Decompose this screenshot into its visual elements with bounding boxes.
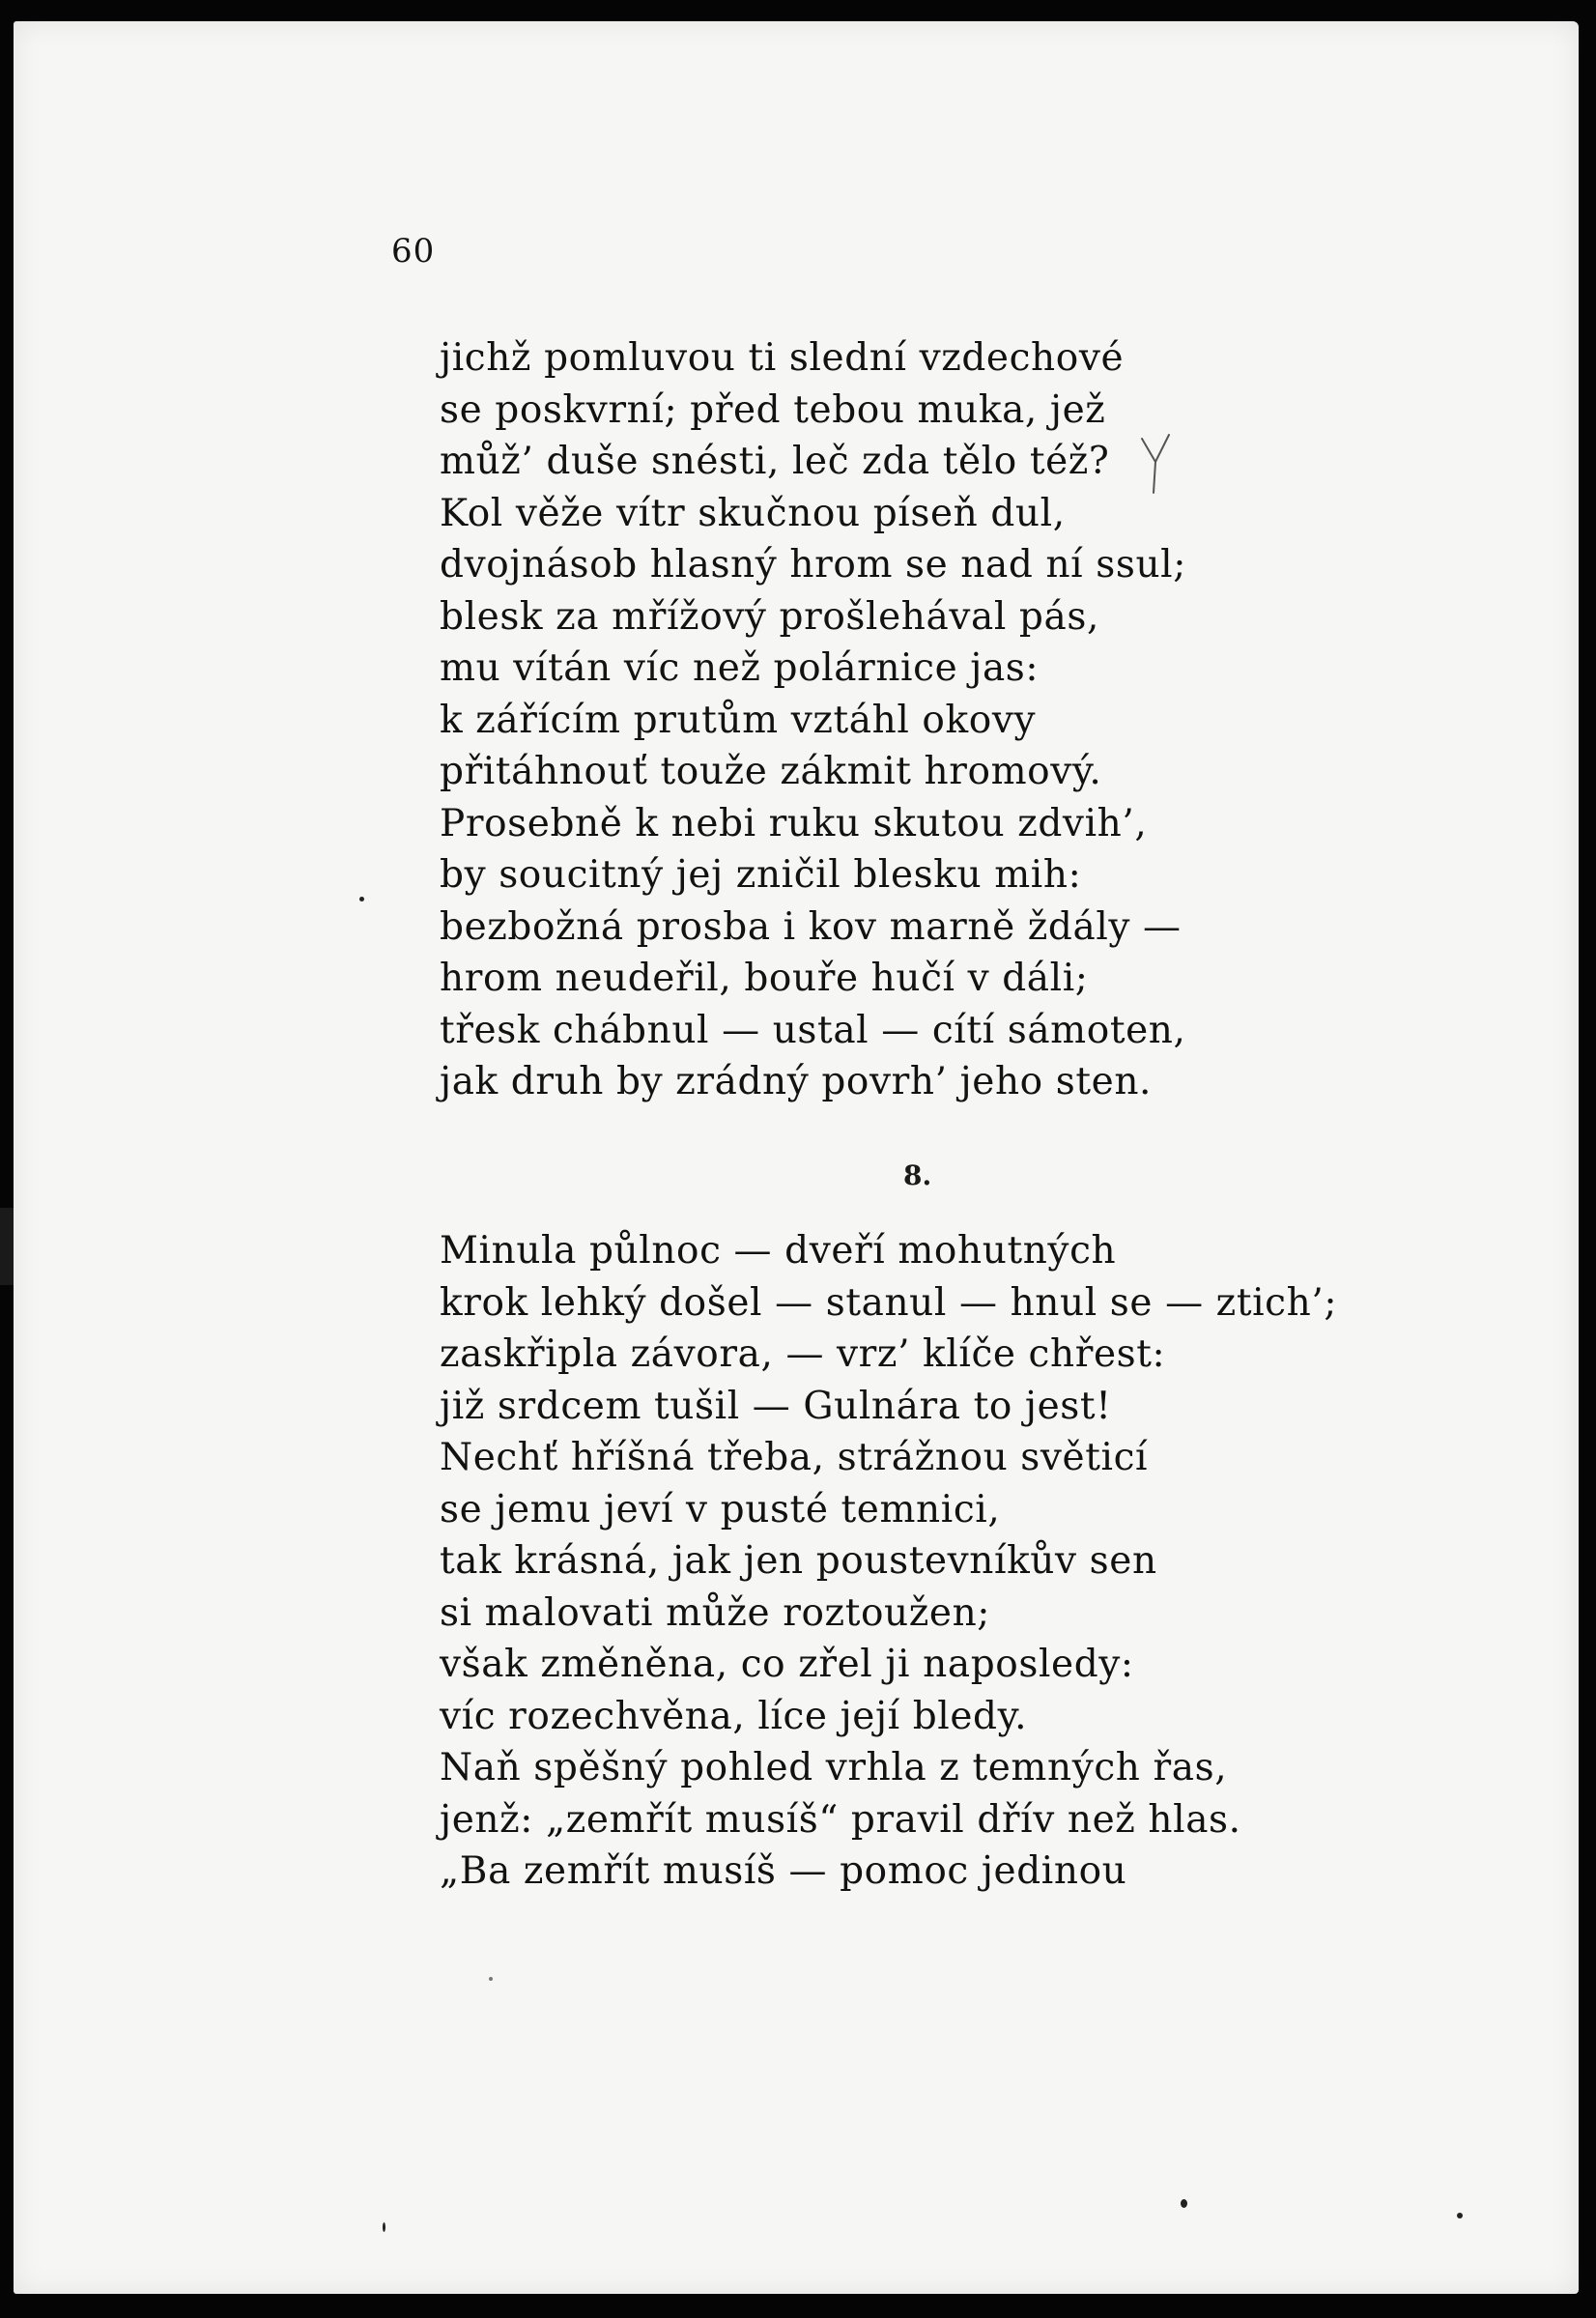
verse-line: hrom neudeřil, bouře hučí v dáli; xyxy=(440,957,1089,1000)
verse-line: jenž: „zemřít musíš“ pravil dřív než hlas. xyxy=(440,1797,1241,1842)
verse-line: zaskřipla závora, — vrz’ klíče chřest: xyxy=(440,1332,1166,1376)
verse-line: k zářícím prutům vztáhl okovy xyxy=(440,698,1037,742)
verse-line: již srdcem tušil — Gulnára to jest! xyxy=(440,1384,1112,1428)
paper-speck xyxy=(1457,2213,1463,2218)
verse-line: víc rozechvěna, líce její bledy. xyxy=(440,1694,1028,1738)
verse-line: Kol věže vítr skučnou píseň dul, xyxy=(440,491,1066,535)
stanza-2 xyxy=(440,1225,1337,1898)
verse-line: blesk za mřížový prošlehával pás, xyxy=(440,594,1099,639)
verse-line: jichž pomluvou ti slední vzdechové xyxy=(440,336,1125,380)
paper-speck xyxy=(359,897,364,901)
paper-speck xyxy=(383,2222,385,2232)
paper-speck xyxy=(489,1977,493,1981)
verse-line: „Ba zemřít musíš — pomoc jedinou xyxy=(440,1849,1127,1893)
verse-line: jak druh by zrádný povrh’ jeho sten. xyxy=(440,1060,1153,1103)
verse-line: by soucitný jej zničil blesku mih: xyxy=(440,853,1082,897)
paper-speck xyxy=(1181,2199,1187,2208)
verse-line: se poskvrní; před tebou muka, jež xyxy=(440,387,1106,432)
stanza-1 xyxy=(440,332,1186,1108)
verse-line: Nechť hříšná třeba, strážnou světicí xyxy=(440,1436,1149,1479)
verse-line: krok lehký došel — stanul — hnul se — ztich’; xyxy=(440,1280,1338,1325)
verse-line: však změněna, co zřel ji naposledy: xyxy=(440,1643,1134,1686)
verse-line: si malovati může roztoužen; xyxy=(440,1590,991,1635)
verse-line: se jemu jeví v pusté temnici, xyxy=(440,1487,1001,1531)
binding-edge xyxy=(0,1208,14,1285)
verse-line: třesk chábnul — ustal — cítí sámoten, xyxy=(440,1008,1186,1052)
page-number: 60 xyxy=(391,232,436,271)
verse-line: Minula půlnoc — dveří mohutných xyxy=(440,1229,1117,1273)
verse-line: mu vítán víc než polárnice jas: xyxy=(440,646,1040,690)
verse-line: přitáhnouť touže zákmit hromový. xyxy=(440,750,1102,793)
verse-line: Prosebně k nebi ruku skutou zdvih’, xyxy=(440,801,1148,845)
pencil-mark-icon xyxy=(1140,433,1173,497)
verse-line: bezbožná prosba i kov marně ždály — xyxy=(440,904,1182,949)
verse-line: Naň spěšný pohled vrhla z temných řas, xyxy=(440,1746,1228,1789)
verse-line: tak krásná, jak jen poustevníkův sen xyxy=(440,1539,1157,1583)
verse-line: dvojnásob hlasný hrom se nad ní ssul; xyxy=(440,543,1186,587)
section-number: 8. xyxy=(903,1159,932,1191)
verse-line: můž’ duše snésti, leč zda tělo též? xyxy=(440,440,1110,483)
